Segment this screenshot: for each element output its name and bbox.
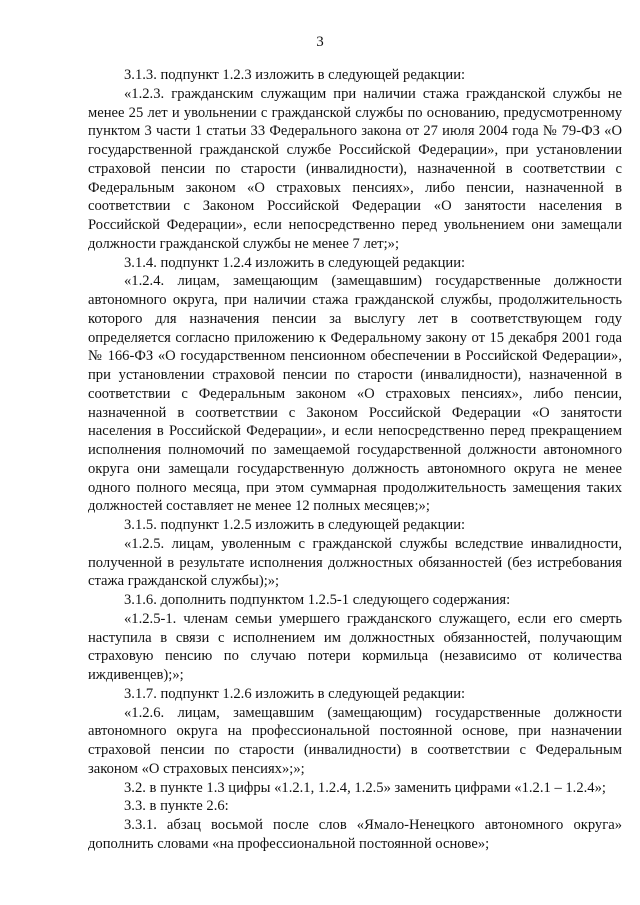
page-number: 3 [316,34,324,50]
paragraph-3-1-3-heading: 3.1.3. подпункт 1.2.3 изложить в следующей редакции: [124,67,466,83]
document-body [88,66,622,854]
paragraph-1-2-4-text: «1.2.4. лицам, замещающим (замещавшим) государственные должности автономного округа, при наличии стажа гражданской службы, продолжительность которого для назначения пенсии за выслугу лет в соответствующем году определяется согласно приложению к Федеральному закону от 15 декабря 2001 года № 166-ФЗ «О государственном пенсионном обеспечении в Российской Федерации», при установлении страховой пенсии по старости (инвалидности), назначенной в соответствии с Федеральным законом «О страховых пенсиях», либо пенсии, назначенной в соответствии с Законом Российской Федерации «О занятости населения в Российской Федерации», и если непосредственно перед прекращением исполнения полномочий по замещаемой государственной должности автономного округа они замещали государственную должность автономного округа не менее одного полного месяца, при этом суммарная продолжительность замещения таких должностей составляет не менее 12 полных месяцев;»; [88,273,622,515]
paragraph-3-3: 3.3. в пункте 2.6: [124,798,229,815]
paragraph-1-2-5-1-text: «1.2.5-1. членам семьи умершего гражданского служащего, если его смерть наступила в связи с исполнением им должностных обязанностей, получающим страховую пенсию по случаю потери кормильца (независимо от количества иждивенцев);»; [88,610,622,683]
paragraph-3-1-7-heading: 3.1.7. подпункт 1.2.6 изложить в следующей редакции: [124,685,466,702]
paragraph-1-2-3-text: «1.2.3. гражданским служащим при наличии стажа гражданской службы не менее 25 лет и увольнении с гражданской службы по основанию, предусмотренному пунктом 3 части 1 статьи 33 Федерального закона от 27 июля 2004 года № 79-ФЗ «О государственной гражданской службе Российской Федерации», при установлении страховой пенсии по старости (инвалидности), назначенной в соответствии с Федеральным законом «О страховых пенсиях», либо пенсии, назначенной в соответствии с Законом Российской Федерации «О занятости населения в Российской Федерации», если непосредственно перед увольнением они замещали должности гражданской службы не менее 7 лет;»; [88,85,622,252]
paragraph-1-2-6-text: «1.2.6. лицам, замещавшим (замещающим) государственные должности автономного округа на профессиональной постоянной основе, при назначении страховой пенсии по старости (инвалидности) в соответствии с Федеральным законом «О страховых пенсиях»;»; [88,704,622,777]
paragraph-1-2-5-text: «1.2.5. лицам, уволенным с гражданской службы вследствие инвалидности, полученной в результате исполнения должностных обязанностей (без истребования стажа гражданской службы);»; [88,535,622,590]
paragraph-3-3-1: 3.3.1. абзац восьмой после слов «Ямало-Ненецкого автономного округа» дополнить словами «на профессиональной постоянной основе»; [88,817,622,852]
paragraph-3-1-6-heading: 3.1.6. дополнить подпунктом 1.2.5-1 следующего содержания: [124,592,511,608]
paragraph-3-1-4-heading: 3.1.4. подпункт 1.2.4 изложить в следующей редакции: [124,254,466,271]
paragraph-3-2: 3.2. в пункте 1.3 цифры «1.2.1, 1.2.4, 1.2.5» заменить цифрами «1.2.1 – 1.2.4»; [124,779,606,796]
paragraph-3-1-5-heading: 3.1.5. подпункт 1.2.5 изложить в следующей редакции: [124,517,466,533]
